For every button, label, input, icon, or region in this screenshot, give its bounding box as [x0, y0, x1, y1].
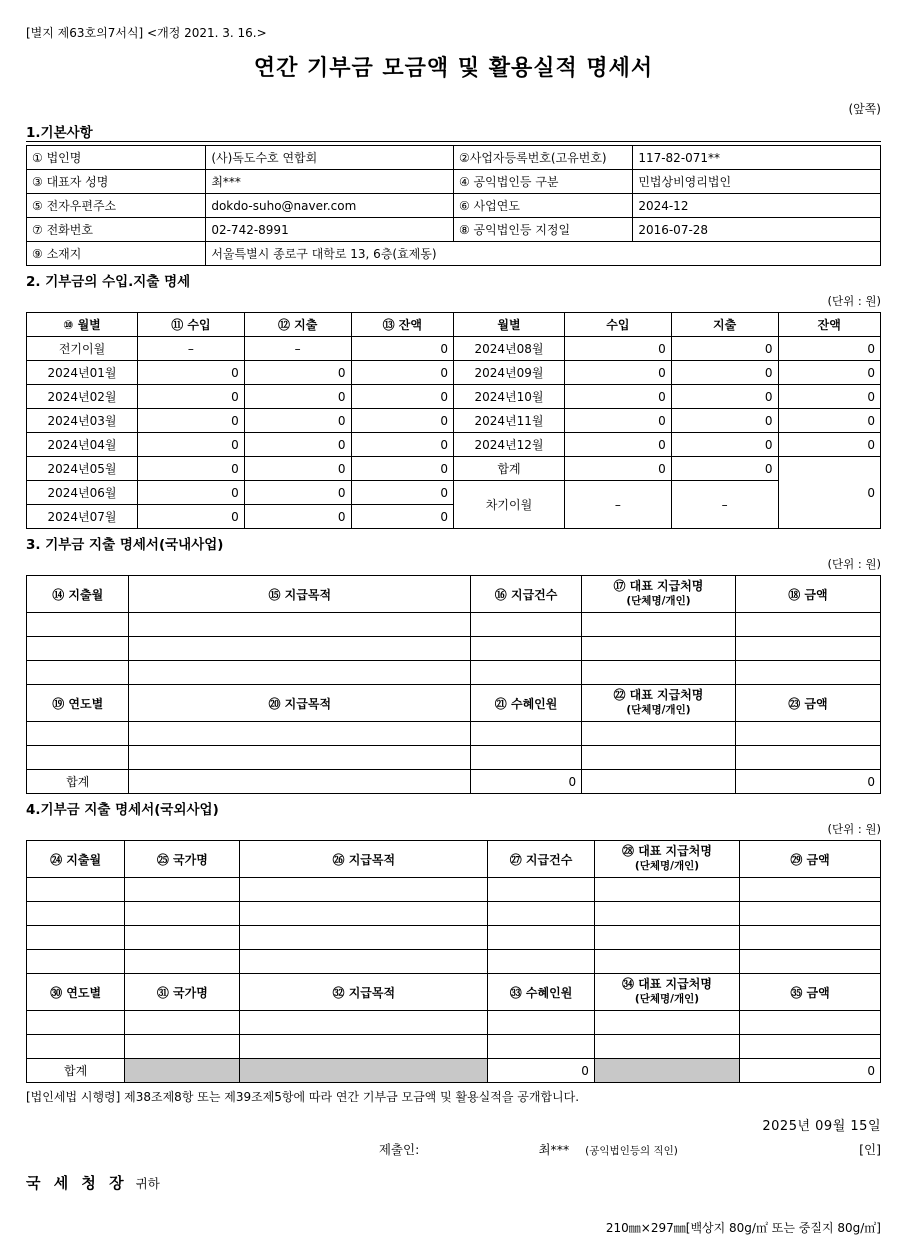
- table-header-row: [27, 841, 881, 878]
- carryover-balance: 0: [778, 457, 881, 529]
- section3-unit: (단위 : 원): [827, 557, 881, 571]
- col-header: [594, 841, 739, 878]
- col-header: 월별: [453, 313, 564, 337]
- cell: [27, 902, 125, 926]
- table-row: [27, 1035, 881, 1059]
- table-row: [27, 613, 881, 637]
- field-value: 02-742-8991: [206, 218, 454, 242]
- total-label: 합계: [453, 457, 564, 481]
- cell: [488, 926, 595, 950]
- income-cell: 0: [138, 409, 245, 433]
- cell: [582, 722, 736, 746]
- col-header: ⑳ 지급목적: [129, 685, 471, 722]
- col-header: ⑩ 월별: [27, 313, 138, 337]
- cell: [125, 878, 240, 902]
- cell: [582, 637, 736, 661]
- cell: [735, 613, 880, 637]
- cell: [240, 878, 488, 902]
- col-header: 지출: [671, 313, 778, 337]
- cell: [594, 902, 739, 926]
- balance-cell: 0: [351, 481, 453, 505]
- addressee: [26, 1172, 881, 1193]
- table-row: [27, 1011, 881, 1035]
- field-value: 최***: [206, 170, 454, 194]
- table-row: [27, 878, 881, 902]
- col-header-main: ⑰ 대표 지급처명: [613, 579, 704, 594]
- income-cell: 0: [565, 409, 672, 433]
- month-cell: 2024년04월: [27, 433, 138, 457]
- cell: [129, 746, 471, 770]
- table-row: [27, 481, 881, 505]
- col-header: ㉓ 금액: [735, 685, 880, 722]
- cell: [594, 1059, 739, 1083]
- month-cell: 2024년08월: [453, 337, 564, 361]
- col-header: ㉑ 수혜인원: [471, 685, 582, 722]
- table-row: [27, 902, 881, 926]
- table-header-row: [27, 576, 881, 613]
- table-header-row: [27, 974, 881, 1011]
- cell: [125, 926, 240, 950]
- balance-cell: 0: [351, 505, 453, 529]
- table-row: [27, 385, 881, 409]
- field-value: 2016-07-28: [633, 218, 881, 242]
- col-header-sub: (단체명/개인): [626, 595, 691, 607]
- table-header-row: [27, 313, 881, 337]
- table-total-row: [27, 1059, 881, 1083]
- cell: [240, 902, 488, 926]
- balance-cell: 0: [778, 409, 881, 433]
- cell: [594, 1035, 739, 1059]
- month-cell: 2024년12월: [453, 433, 564, 457]
- cell: [27, 613, 129, 637]
- income-cell: 0: [565, 361, 672, 385]
- cell: [488, 878, 595, 902]
- cell: [240, 1059, 488, 1083]
- cell: [740, 1011, 881, 1035]
- cell: [240, 1035, 488, 1059]
- col-header: ㉖ 지급목적: [240, 841, 488, 878]
- cell: [27, 950, 125, 974]
- income-cell: 0: [138, 457, 245, 481]
- table-row: [27, 950, 881, 974]
- submitter-label: 제출인:: [378, 1142, 420, 1157]
- expense-cell: 0: [671, 433, 778, 457]
- table-row: [27, 194, 881, 218]
- balance-cell: 0: [778, 385, 881, 409]
- section4-title: 4.기부금 지출 명세서(국외사업): [26, 802, 219, 818]
- cell: [735, 637, 880, 661]
- balance-cell: 0: [351, 337, 453, 361]
- table-row: [27, 170, 881, 194]
- total-amount: 0: [735, 770, 880, 794]
- seal-box: [인]: [859, 1142, 881, 1157]
- cell: [740, 950, 881, 974]
- form-number: [별지 제63호의7서식] <개정 2021. 3. 16.>: [26, 26, 267, 40]
- cell: [471, 661, 582, 685]
- cell: [488, 1035, 595, 1059]
- col-header: ㉛ 국가명: [125, 974, 240, 1011]
- cell: [735, 661, 880, 685]
- col-header: ⑪ 수입: [138, 313, 245, 337]
- month-cell: 2024년09월: [453, 361, 564, 385]
- cell: [740, 902, 881, 926]
- carryover-label: 차기이월: [453, 481, 564, 529]
- col-header: [594, 974, 739, 1011]
- cell: [488, 950, 595, 974]
- col-header: ⑭ 지출월: [27, 576, 129, 613]
- cell: [27, 746, 129, 770]
- expense-cell: 0: [244, 433, 351, 457]
- table-row: [27, 722, 881, 746]
- income-cell: 0: [565, 385, 672, 409]
- month-cell: 2024년10월: [453, 385, 564, 409]
- cell: [125, 950, 240, 974]
- cell: [735, 746, 880, 770]
- total-count: 0: [488, 1059, 595, 1083]
- total-count: 0: [471, 770, 582, 794]
- col-header: ⑯ 지급건수: [471, 576, 582, 613]
- seal-note: (공익법인등의 직인): [585, 1145, 678, 1157]
- legal-note: [법인세법 시행령] 제38조제8항 또는 제39조제5항에 따라 연간 기부금 모금액 및 활용실적을 공개합니다.: [26, 1090, 580, 1104]
- cell: [582, 613, 736, 637]
- col-header: [582, 576, 736, 613]
- cell: [471, 746, 582, 770]
- field-value: 민법상비영리법인: [633, 170, 881, 194]
- addressee-suffix: 귀하: [135, 1176, 160, 1191]
- cell: [488, 902, 595, 926]
- cell: [471, 613, 582, 637]
- cell: [740, 878, 881, 902]
- table-row: [27, 457, 881, 481]
- field-label: ⑥ 사업연도: [453, 194, 632, 218]
- field-label: ⑨ 소재지: [27, 242, 206, 266]
- income-expense-table: [26, 312, 881, 529]
- section2-unit: (단위 : 원): [827, 294, 881, 308]
- cell: [27, 926, 125, 950]
- col-header-sub: (단체명/개인): [626, 704, 691, 716]
- table-row: [27, 218, 881, 242]
- col-header: ㉝ 수혜인원: [488, 974, 595, 1011]
- col-header: ㉟ 금액: [740, 974, 881, 1011]
- col-header: 수입: [565, 313, 672, 337]
- month-cell: 2024년05월: [27, 457, 138, 481]
- section4-unit: (단위 : 원): [827, 822, 881, 836]
- cell: [594, 926, 739, 950]
- cell: [594, 878, 739, 902]
- total-label: 합계: [27, 1059, 125, 1083]
- cell: [125, 902, 240, 926]
- balance-cell: 0: [351, 361, 453, 385]
- income-cell: 0: [138, 505, 245, 529]
- cell: [27, 1035, 125, 1059]
- col-header: ⑫ 지출: [244, 313, 351, 337]
- balance-cell: 0: [351, 409, 453, 433]
- field-value: 2024-12: [633, 194, 881, 218]
- table-row: [27, 433, 881, 457]
- expense-cell: 0: [244, 481, 351, 505]
- page-side-note: (앞쪽): [848, 102, 881, 116]
- addressee-text: 국 세 청 장: [26, 1174, 128, 1192]
- balance-cell: 0: [778, 337, 881, 361]
- carryover-expense: –: [671, 481, 778, 529]
- table-row: [27, 661, 881, 685]
- cell: [740, 926, 881, 950]
- cell: [582, 661, 736, 685]
- table-total-row: [27, 770, 881, 794]
- income-cell: –: [138, 337, 245, 361]
- expense-cell: 0: [244, 409, 351, 433]
- expense-cell: 0: [244, 505, 351, 529]
- cell: [240, 950, 488, 974]
- col-header: 잔액: [778, 313, 881, 337]
- table-row: [27, 926, 881, 950]
- cell: [582, 770, 736, 794]
- cell: [471, 722, 582, 746]
- paper-spec: 210㎜×297㎜[백상지 80g/㎡ 또는 중질지 80g/㎡]: [605, 1221, 881, 1235]
- field-label: ⑦ 전화번호: [27, 218, 206, 242]
- cell: [27, 1011, 125, 1035]
- field-value: dokdo-suho@naver.com: [206, 194, 454, 218]
- cell: [488, 1011, 595, 1035]
- overseas-expense-table: [26, 840, 881, 1083]
- section2-title: 2. 기부금의 수입.지출 명세: [26, 274, 191, 290]
- field-label: ① 법인명: [27, 146, 206, 170]
- field-label: ④ 공익법인등 구분: [453, 170, 632, 194]
- income-cell: 0: [138, 361, 245, 385]
- expense-cell: 0: [671, 361, 778, 385]
- cell: [129, 661, 471, 685]
- submitter-line: [26, 1140, 881, 1158]
- balance-cell: 0: [351, 457, 453, 481]
- field-label: ⑧ 공익법인등 지정일: [453, 218, 632, 242]
- total-expense: 0: [671, 457, 778, 481]
- col-header: ㉙ 금액: [740, 841, 881, 878]
- income-cell: 0: [565, 337, 672, 361]
- balance-cell: 0: [778, 433, 881, 457]
- cell: [27, 878, 125, 902]
- expense-cell: 0: [244, 385, 351, 409]
- col-header: ⑬ 잔액: [351, 313, 453, 337]
- cell: [129, 722, 471, 746]
- expense-cell: 0: [244, 361, 351, 385]
- cell: [740, 1035, 881, 1059]
- income-cell: 0: [138, 385, 245, 409]
- col-header-main: ㉞ 대표 지급처명: [622, 977, 712, 992]
- cell: [240, 926, 488, 950]
- month-cell: 2024년03월: [27, 409, 138, 433]
- table-row: [27, 409, 881, 433]
- section3-title: 3. 기부금 지출 명세서(국내사업): [26, 537, 224, 553]
- col-header: ⑱ 금액: [735, 576, 880, 613]
- expense-cell: 0: [671, 337, 778, 361]
- col-header: [582, 685, 736, 722]
- month-cell: 2024년07월: [27, 505, 138, 529]
- table-header-row: [27, 685, 881, 722]
- expense-cell: 0: [671, 385, 778, 409]
- col-header: ㉔ 지출월: [27, 841, 125, 878]
- cell: [129, 613, 471, 637]
- cell: [735, 722, 880, 746]
- cell: [240, 1011, 488, 1035]
- submitter-name-text: 최***: [538, 1142, 570, 1157]
- cell: [594, 1011, 739, 1035]
- month-cell: 2024년01월: [27, 361, 138, 385]
- col-header: ㉕ 국가명: [125, 841, 240, 878]
- cell: [125, 1035, 240, 1059]
- total-label: 합계: [27, 770, 129, 794]
- field-label: ③ 대표자 성명: [27, 170, 206, 194]
- cell: [129, 770, 471, 794]
- field-value: (사)독도수호 연합회: [206, 146, 454, 170]
- balance-cell: 0: [351, 385, 453, 409]
- expense-cell: 0: [671, 409, 778, 433]
- submission-date: 2025년 09월 15일: [762, 1119, 881, 1134]
- field-label: ⑤ 전자우편주소: [27, 194, 206, 218]
- domestic-expense-table: [26, 575, 881, 794]
- cell: [125, 1011, 240, 1035]
- col-header: ㉚ 연도별: [27, 974, 125, 1011]
- cell: [27, 661, 129, 685]
- month-cell: 2024년06월: [27, 481, 138, 505]
- col-header-sub: (단체명/개인): [634, 993, 700, 1005]
- expense-cell: –: [244, 337, 351, 361]
- table-row: [27, 146, 881, 170]
- expense-cell: 0: [244, 457, 351, 481]
- income-cell: 0: [138, 433, 245, 457]
- col-header: ⑲ 연도별: [27, 685, 129, 722]
- table-row: [27, 746, 881, 770]
- col-header: ㉜ 지급목적: [240, 974, 488, 1011]
- month-cell: 전기이월: [27, 337, 138, 361]
- col-header-main: ㉘ 대표 지급처명: [622, 844, 712, 859]
- field-value: 117-82-071**: [633, 146, 881, 170]
- table-row: [27, 637, 881, 661]
- cell: [125, 1059, 240, 1083]
- cell: [471, 637, 582, 661]
- cell: [129, 637, 471, 661]
- cell: [594, 950, 739, 974]
- col-header-main: ㉒ 대표 지급처명: [613, 688, 704, 703]
- col-header: ⑮ 지급목적: [129, 576, 471, 613]
- page-title: 연간 기부금 모금액 및 활용실적 명세서: [253, 56, 654, 81]
- cell: [27, 722, 129, 746]
- field-value: 서울특별시 종로구 대학로 13, 6층(효제동): [206, 242, 881, 266]
- balance-cell: 0: [778, 361, 881, 385]
- col-header: ㉗ 지급건수: [488, 841, 595, 878]
- basic-info-table: [26, 145, 881, 266]
- table-row: [27, 361, 881, 385]
- cell: [27, 637, 129, 661]
- month-cell: 2024년02월: [27, 385, 138, 409]
- col-header-sub: (단체명/개인): [634, 860, 700, 872]
- table-row: [27, 337, 881, 361]
- section1-title: 1.기본사항: [26, 121, 881, 142]
- cell: [582, 746, 736, 770]
- income-cell: 0: [565, 433, 672, 457]
- table-row: [27, 242, 881, 266]
- carryover-income: –: [565, 481, 672, 529]
- total-income: 0: [565, 457, 672, 481]
- balance-cell: 0: [351, 433, 453, 457]
- submitter-name: [425, 1140, 791, 1158]
- total-amount: 0: [740, 1059, 881, 1083]
- month-cell: 2024년11월: [453, 409, 564, 433]
- field-label: ②사업자등록번호(고유번호): [453, 146, 632, 170]
- income-cell: 0: [138, 481, 245, 505]
